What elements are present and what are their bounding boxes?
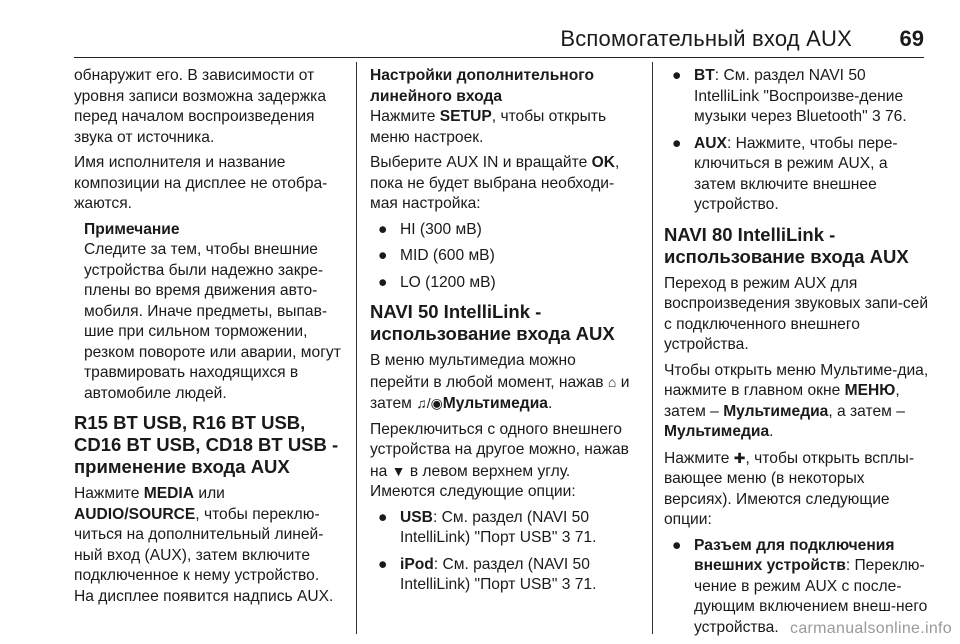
setup-button-label: SETUP	[439, 108, 492, 125]
options-list	[664, 66, 932, 216]
list-item: ● MID (600 мВ)	[378, 247, 495, 264]
triangle-down-icon: ▼	[391, 462, 406, 479]
paragraph: Переключиться с одного внешнего устройства на другое можно, нажав на ▼ в левом верхнем углу. Имеются следующие опции:	[370, 420, 629, 500]
paragraph: Переход в режим AUX для воспроизведения звуковых запи-сей с подключенного внешнего устройства.	[664, 274, 929, 353]
list-item: ● USB: См. раздел (NAVI 50 IntelliLink) "Порт USB" 3 71.	[378, 508, 597, 546]
section-heading: NAVI 50 IntelliLink - использование входа AUX	[370, 301, 615, 344]
note-text: Следите за тем, чтобы внешние устройства были надежно закре-плены во время движения авто-мобиля. Иначе предметы, выпав-шие при сильном торможении, резком повороте или аварии, могут травмировать находящихся в автомобиле людей.	[84, 241, 341, 402]
list-item: ● Разъем для подключения внешних устройств: Переклю-чение в режим AUX с после-дующим включением внеш-него устройства.	[672, 536, 928, 636]
column-2	[370, 66, 638, 602]
list-item: ● LO (1200 мВ)	[378, 273, 496, 291]
paragraph: Нажмите MEDIA или AUDIO/SOURCE, чтобы переклю-читься на дополнительный линей-ный вход (AUX), затем включите подключенное к нему устройство. На дисплее появится надпись AUX.	[74, 485, 334, 605]
media-icon: ◉	[430, 395, 443, 411]
paragraph: обнаружит его. В зависимости от уровня записи возможна задержка перед началом воспроизведения звука от источника.	[74, 67, 327, 146]
page-header	[0, 0, 960, 58]
audio-source-button-label: AUDIO/SOURCE	[74, 505, 196, 523]
subsection-heading: Настройки дополнительного линейного входа	[370, 67, 595, 105]
column-3	[664, 66, 932, 644]
page-ref-icon: 3	[561, 529, 571, 546]
paragraph: Нажмите ✚, чтобы открыть всплы-вающее меню (в некоторых версиях). Имеются следующие опции:	[664, 449, 915, 528]
list-item: ● BT: См. раздел NAVI 50 IntelliLink "Воспроизве-дение музыки через Bluetooth" 3 76.	[672, 67, 907, 125]
note-block	[84, 220, 342, 405]
paragraph: Чтобы открыть меню Мультиме-диа, нажмите в главном окне МЕНЮ, затем – Мультимедиа, а затем – Мультимедиа.	[664, 361, 929, 440]
home-icon: ⌂	[607, 373, 617, 390]
level-list	[370, 220, 638, 294]
list-item: ● HI (300 мВ)	[378, 220, 482, 238]
ok-button-label: OK	[591, 154, 615, 171]
options-list	[370, 508, 638, 596]
paragraph: В меню мультимедиа можно перейти в любой момент, нажав ⌂ и затем ♫/◉Мультимедиа.	[370, 352, 630, 412]
watermark: carmanualsonline.info	[790, 620, 952, 637]
list-item: ● iPod: См. раздел (NAVI 50 IntelliLink) "Порт USB" 3 71.	[378, 555, 597, 593]
column-divider-2	[652, 62, 653, 634]
list-item: ● AUX: Нажмите, чтобы пере-ключиться в режим AUX, а затем включите внешнее устройство.	[672, 134, 898, 213]
column-1	[74, 66, 342, 612]
music-icon: ♫/	[416, 395, 431, 411]
paragraph: Нажмите SETUP, чтобы открыть меню настроек.	[370, 108, 607, 146]
page-ref-icon: 3	[561, 576, 571, 593]
plus-icon: ✚	[733, 449, 746, 466]
note-title: Примечание	[84, 220, 180, 238]
page-number: 69	[899, 26, 924, 51]
media-button-label: MEDIA	[143, 485, 195, 502]
paragraph: Имя исполнителя и название композиции на дисплее не отобра-жаются.	[74, 154, 328, 212]
section-heading: NAVI 80 IntelliLink - использование входа AUX	[664, 223, 909, 267]
paragraph: Выберите AUX IN и вращайте OK, пока не будет выбрана необходи-мая настройка:	[370, 154, 620, 212]
section-heading: R15 BT USB, R16 BT USB, CD16 BT USB, CD18 BT USB - применение входа AUX	[74, 412, 339, 477]
page-title: Вспомогательный вход AUX	[560, 26, 852, 51]
page-ref-icon: 3	[871, 108, 881, 125]
header-divider	[74, 57, 924, 58]
column-divider-1	[356, 62, 357, 634]
